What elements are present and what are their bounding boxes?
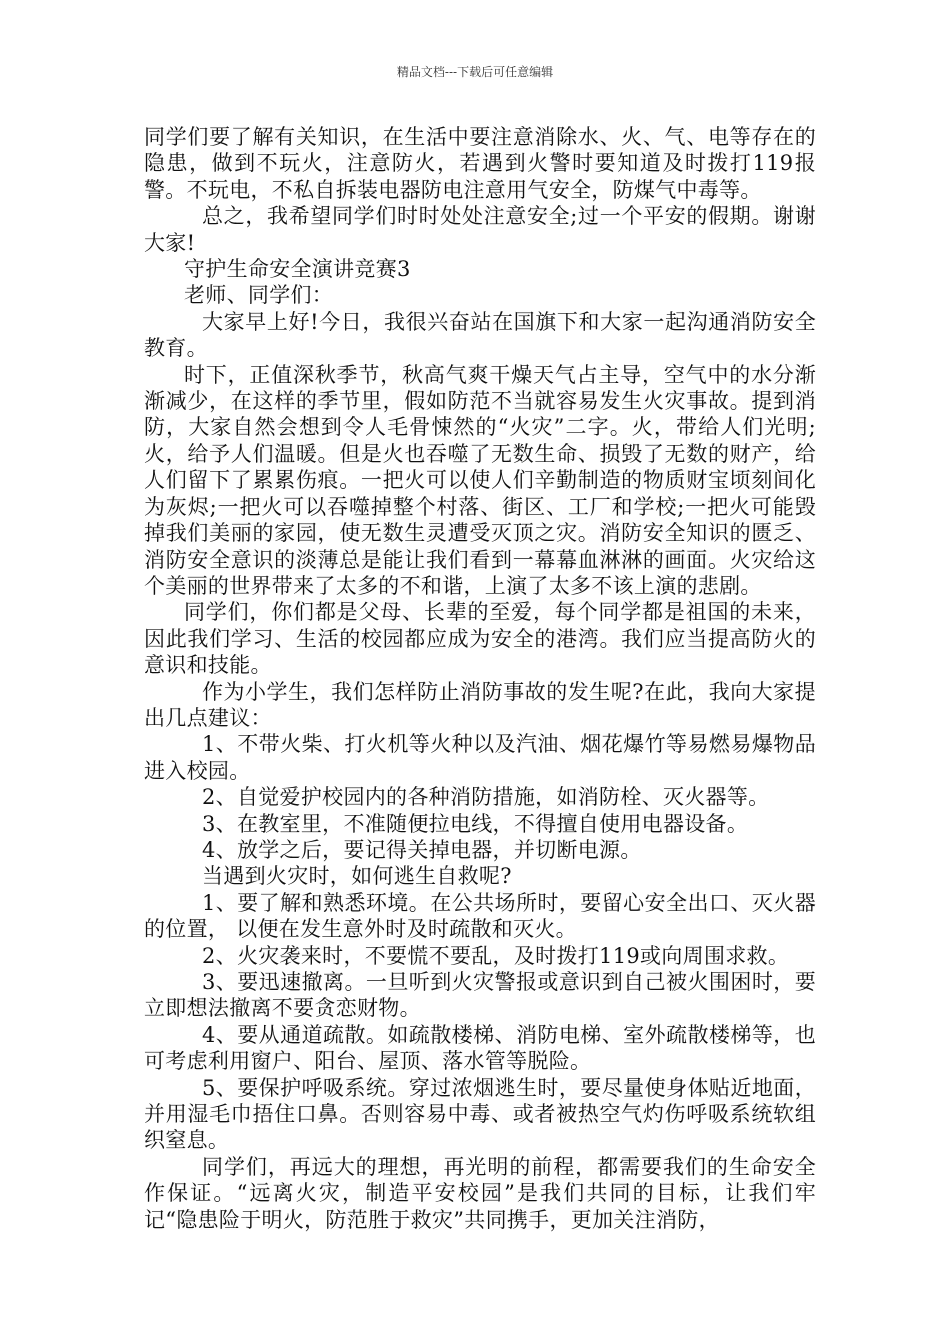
- page-header: 精品文档---下载后可任意编辑: [396, 65, 554, 79]
- paragraph-2: 总之，我希望同学们时时处处注意安全;过一个平安的假期。谢谢大家!: [144, 204, 816, 255]
- escape-item-3: 3、要迅速撤离。一旦听到火灾警报或意识到自己被火围困时，要立即想法撤离不要贪恋财物。: [144, 970, 816, 1021]
- suggestion-item-4: 4、放学之后，要记得关掉电器，并切断电源。: [202, 837, 642, 862]
- suggestion-item-3: 3、在教室里，不准随便拉电线，不得擅自使用电器设备。: [202, 811, 749, 836]
- suggestion-item-1: 1、不带火柴、打火机等火种以及汽油、烟花爆竹等易燃易爆物品进入校园。: [144, 732, 816, 783]
- suggestion-item-2: 2、自觉爱护校园内的各种消防措施，如消防栓、灭火器等。: [202, 785, 770, 810]
- escape-item-4: 4、要从通道疏散。如疏散楼梯、消防电梯、室外疏散楼梯等，也可考虑利用窗户、阳台、屋顶、落水管等脱险。: [144, 1022, 816, 1074]
- paragraph-autumn: 时下，正值深秋季节，秋高气爽干燥天气占主导，空气中的水分渐渐减少，在这样的季节里，假如防范不当就容易发生火灾事故。提到消防，大家自然会想到令人毛骨悚然的“火灾”二字。火，带给人们光明;火，给予人们温暖。但是火也吞噬了无数生命、损毁了无数的财产，给人们留下了累累伤痕。一把火可以使人们辛勤制造的物质财宝顷刻间化为灰烬;一把火可以吞噬掉整个村落、街区、工厂和学校;一把火可能毁掉我们美丽的家园，使无数生灵遭受灭顶之灾。消防安全知识的匮乏、消防安全意识的淡薄总是能让我们看到一幕幕血淋淋的画面。火灾给这个美丽的世界带来了太多的不和谐，上演了太多不该上演的悲剧。: [144, 362, 816, 598]
- escape-item-1: 1、要了解和熟悉环境。在公共场所时，要留心安全出口、灭火器的位置， 以便在发生意外时及时疏散和灭火。: [144, 890, 816, 942]
- document-body: [144, 124, 816, 1233]
- escape-intro: 当遇到火灾时，如何逃生自救呢?: [202, 864, 512, 889]
- paragraph-greeting: 大家早上好!今日，我很兴奋站在国旗下和大家一起沟通消防安全教育。: [144, 309, 816, 361]
- escape-item-5: 5、要保护呼吸系统。穿过浓烟逃生时，要尽量使身体贴近地面，并用湿毛巾捂住口鼻。否则容易中毒、或者被热空气灼伤呼吸系统软组织窒息。: [144, 1075, 816, 1153]
- speech-title: 守护生命安全演讲竞赛3: [184, 257, 411, 282]
- paragraph-1: 同学们要了解有关知识，在生活中要注意消除水、火、气、电等存在的隐患，做到不玩火，注意防火，若遇到火警时要知道及时拨打119报警。不玩电，不私自拆装电器防电注意用气安全，防煤气中毒等。: [144, 125, 816, 202]
- paragraph-students: 同学们，你们都是父母、长辈的至爱，每个同学都是祖国的未来，因此我们学习、生活的校园都应成为安全的港湾。我们应当提高防火的意识和技能。: [144, 600, 816, 678]
- escape-item-2: 2、火灾袭来时，不要慌不要乱，及时拨打119或向周围求救。: [202, 943, 790, 968]
- paragraph-suggestions-intro: 作为小学生，我们怎样防止消防事故的发生呢?在此，我向大家提出几点建议：: [144, 679, 816, 730]
- salutation: 老师、同学们：: [184, 283, 334, 308]
- paragraph-closing: 同学们，再远大的理想，再光明的前程，都需要我们的生命安全作保证。“远离火灾，制造平安校园”是我们共同的目标，让我们牢记“隐患险于明火，防范胜于救灾”共同携手，更加关注消防，: [144, 1154, 816, 1232]
